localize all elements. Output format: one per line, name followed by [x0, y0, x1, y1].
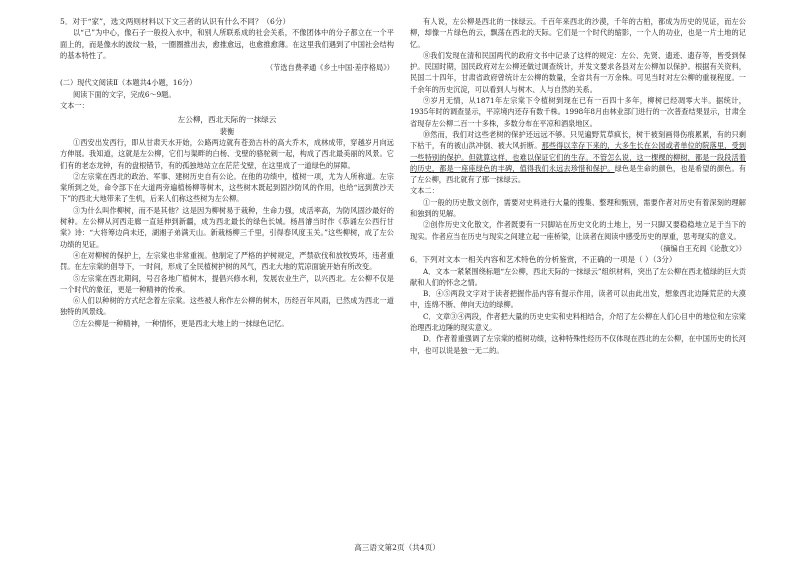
paragraph-4: ④在对柳树的保护上，左宗棠也非常重视。他制定了严格的护树规定，严禁砍伐和放牧毁坏，违者重罚。在左宗棠的倡导下，一时间，形成了全民植树护树的风气，西北大地的荒凉面貌开始有所改变。 [60, 250, 394, 272]
paragraph-11 [410, 129, 746, 185]
question-5: 5．对于“家”，选文两则材料以下文三者的认识有什么不同？（6分） [60, 17, 291, 26]
question-6-option-d: D．作者着重强调了左宗棠的植树功绩，这种特殊性经历不仅体现在西北的左公柳，在中国历史的长河中，也可以说是独一无二的。 [410, 334, 746, 355]
left-column [60, 16, 394, 329]
paragraph-6: ⑥人们以种树的方式纪念着左宗棠。这些被人称作左公柳的树木，历经百年风雨，已然成为西北一道独特的风景线。 [60, 296, 394, 317]
question-6: 6．下列对文本一相关内容和艺术特色的分析鉴赏，不正确的一项是（ ）（3分） [410, 255, 677, 265]
paragraph-8: 有人说，左公柳是西北的一抹绿云。千百年来西北的沙漠，千年的古柏，都成为历史的见证，而左公柳，却像一片绿色的云，飘荡在西北的天际。它们是一个时代的缩影，一个人的功业，也是一片土地的记忆。 [410, 17, 746, 49]
paragraph-10: ⑨岁月无情，从1871年左宗棠下令植树到现在已有一百四十多年，柳树已经凋零大半。据统计，1935年时的调查显示，平凉境内还存有数千株。1998年8月由林业部门进行的一次普查结果显示，甘肃全省现存左公柳二百一十多株，多数分布在平凉和酒泉地区。 [410, 96, 746, 128]
text2-label: 文本二： [410, 186, 439, 196]
section-instruction: 阅读下面的文字，完成6～9题。 [72, 89, 176, 99]
page-footer: 高三语文第2页（共4页） [354, 543, 440, 552]
paragraph-3: ③为什么叫作柳树，而不是其他？这是因为柳树易于栽种，生命力强，成活率高，为防风固沙最好的树种。左公柳从河西走廊一直延伸到新疆，成为西北最长的绿色长城。杨昌濬当时作《恭诵左公西行甘棠》诗：“大将筹边尚未还，湖湘子弟满天山。新栽杨柳三千里，引得春风度玉关。”这些柳树，成了左公功绩的见证。 [60, 205, 394, 249]
paragraph-9: ⑧我们发现在清和民国两代的政府文书中记录了这样的规定：左公、先贤、遗迹、遗存等，皆受到保护。民国时期，国民政府对左公柳还做过调查统计，并发文要求各县对左公柳加以保护。根据有关资料，民国二十四年，甘肃省政府曾统计左公柳的数量，全省共有一万余株。可见当时对左公柳的重视程度。一千余年的历史沉淀，可以看到人与树木、人与自然的关系。 [410, 50, 746, 94]
article-title: 左公柳，西北天际的一抹绿云 [177, 115, 277, 125]
question-5-quote: 以“己”为中心，像石子一般投入水中，和别人所联系成的社会关系，不像团体中的分子都立在一个平面上的，而是像水的波纹一般，一圈圈推出去，愈推愈远，也愈推愈薄。在这里我们遇到了中国社会结构的基本特性了。 [60, 28, 394, 60]
question-6-option-c: C．文章③④两段，作者把大量的历史史实和史料相结合，介绍了左公柳在人们心目中的地位和左宗棠治理西北边陲的现实意义。 [410, 311, 746, 333]
paragraph-2: ②左宗棠在西北的政治、军事、建树历史自有公论。在他的功绩中，植树一项，尤为人所称道。左宗棠所到之处，命令部下在大道两旁遍植杨柳等树木，这些树木既起到固沙防风的作用，也给“远到黄沙天下”的西北大地带来了生机，后来人们称这些树为左公柳。 [60, 171, 394, 204]
paragraph-7: ⑦左公柳是一种精神，一种情怀，更是西北大地上的一抹绿色记忆。 [72, 318, 289, 328]
question-5-source: （节选自费孝通《乡土中国·差序格局》） [265, 63, 394, 73]
paragraph-11-plain: ⑩然而，我们对这些老树的保护还远远不够。只见遍野荒草疯长，树干被刻画得伤痕累累，有的只剩下枯干，有的被山洪冲倒、被大风折断。 [410, 129, 746, 151]
article-author: 裴衡 [219, 126, 235, 136]
paragraph-5: ⑤左宗棠在西北期间，号召各地广植树木，提倡兴修水利，发展农业生产，以兴西北。左公柳不仅是一个时代的象征，更是一种精神的传承。 [60, 273, 394, 294]
text2-paragraph-2: ②创作历史文化散文，作者既要有一只脚站在历史文化的土地上，另一只脚又要稳稳地立足于当下的现实。作者应当在历史与现实之间建立起一座桥梁，让读者在阅读中感受历史的厚重，思考现实的意义。 [410, 220, 746, 241]
text2-source: （摘编自王充闾《论散文》） [656, 243, 746, 253]
question-6-option-b: B．④⑤两段文字对于读者把握作品内容有提示作用，读者可以由此出发，想象西北边陲荒茫的大漠中，连绵不断、伸向天边的绿柳。 [410, 289, 746, 310]
paragraph-1: ①西安出发西行，即从甘肃天水开始，公路两边就有苍劲古朴的高大乔木，成林成带，穿越岁月向远方伸展。我知道，这就是左公柳，它们与渠畔的白杨、戈壁的骆驼刺一起，构成了西北最美丽的风景。它们有的老态龙钟，有的盘根错节，有的孤独地站立在茫茫戈壁，在这里成了一道绿色的屏障。 [60, 137, 394, 170]
underlined-sentence-1: 那些得以幸存下来的，大多生长在公园或者单位的院落里，受到一些特别的保护。但就算这样，也难以保证它们的生存。 [410, 141, 746, 162]
text1-label: 文本一： [60, 101, 89, 111]
paragraph-11-tail: 绿色是生命的颜色，也是希望的颜色。有了左公柳，西北就有了那一抹绿云。 [410, 163, 746, 185]
section-header: (二）现代文阅读Ⅱ（本题共4小题，16分） [60, 78, 197, 88]
text2-paragraph-1: ①一般的历史散文创作，需要对史料进行大量的搜集、整理和甄别，需要作者对历史有着深刻的理解和独到的见解。 [410, 197, 746, 219]
question-6-option-a: A．文本一紧紧围绕标题“左公柳，西北天际的一抹绿云”组织材料，突出了左公柳在西北植绿的巨大贡献和人们的怀念之情。 [410, 266, 746, 287]
right-column [410, 16, 746, 356]
underlined-sentence-2: 不管怎么说，这一棵棵的柳树，都是一段段活着的历史，都是一座座绿色的丰碑，值得我们永远去珍惜和保护。 [410, 152, 746, 173]
